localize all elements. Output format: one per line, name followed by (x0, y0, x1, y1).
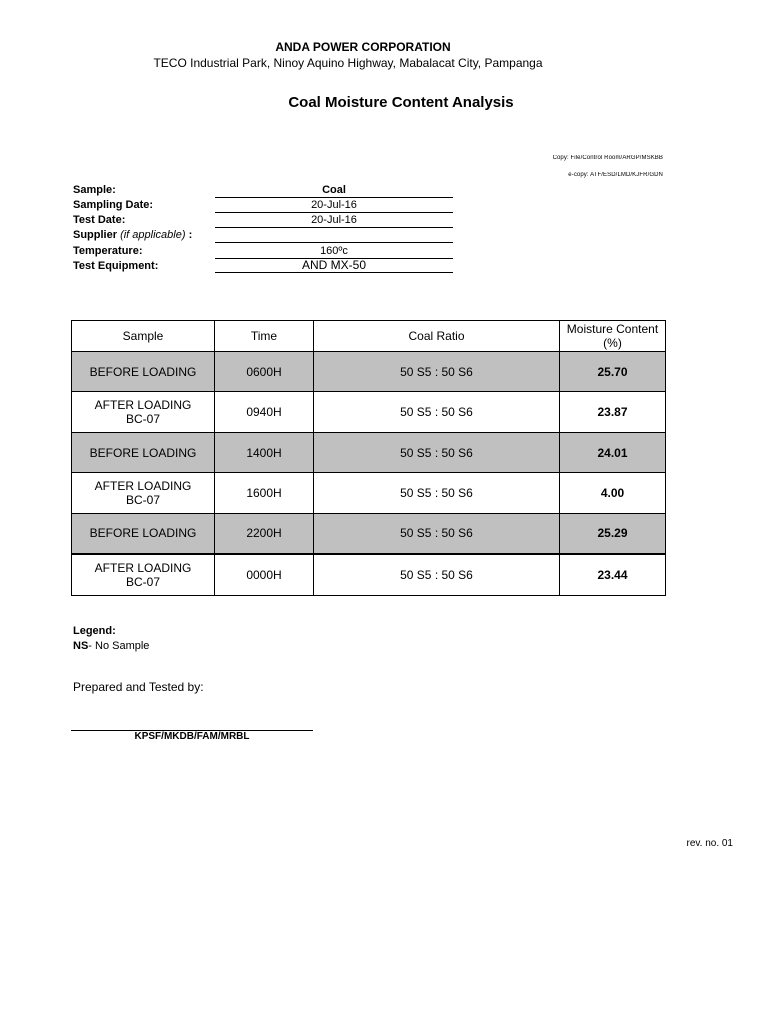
temperature-label: Temperature: (73, 245, 143, 257)
header-moisture (560, 321, 666, 352)
table-header-row (72, 321, 666, 352)
header-sample: Sample (72, 321, 215, 352)
cell-sample (72, 514, 215, 554)
sample-label: Sample: (73, 184, 116, 196)
sample-line1: BEFORE LOADING (89, 364, 197, 379)
sampling-date-label: Sampling Date: (73, 199, 154, 211)
cell-ratio: 50 S5 : 50 S6 (314, 514, 560, 554)
sample-line2: BC-07 (125, 574, 160, 589)
cell-time: 0940H (215, 392, 314, 433)
legend-item (73, 640, 149, 652)
cell-time: 1600H (215, 473, 314, 514)
test-date-value: 20-Jul-16 (215, 213, 453, 228)
sample-line1: AFTER LOADING (94, 398, 192, 412)
supplier-label-text: Supplier (73, 229, 118, 241)
legend-code: NS (73, 640, 89, 652)
equipment-label: Test Equipment: (73, 260, 159, 272)
table-row (72, 514, 666, 554)
signer-initials: KPSF/MKDB/FAM/MRBL (134, 731, 250, 742)
cell-moisture: 23.44 (560, 554, 666, 596)
cell-ratio: 50 S5 : 50 S6 (314, 554, 560, 596)
company-address: TECO Industrial Park, Ninoy Aquino Highway, Mabalacat City, Pampanga (153, 56, 543, 70)
cell-sample (72, 554, 215, 596)
cell-time: 0600H (215, 352, 314, 392)
cell-ratio: 50 S5 : 50 S6 (314, 352, 560, 392)
moisture-table (71, 320, 666, 596)
table-row (72, 473, 666, 514)
prepared-by-label: Prepared and Tested by: (73, 680, 204, 694)
sample-line2: BC-07 (125, 412, 160, 426)
header-moisture-line1: Moisture Content (566, 322, 659, 336)
cell-ratio: 50 S5 : 50 S6 (314, 473, 560, 514)
test-date-label: Test Date: (73, 214, 126, 226)
cell-time: 2200H (215, 514, 314, 554)
cell-moisture: 25.29 (560, 514, 666, 554)
company-name: ANDA POWER CORPORATION (275, 40, 451, 54)
legend-text: - No Sample (88, 640, 150, 652)
supplier-label (73, 229, 192, 241)
table-row (72, 392, 666, 433)
equipment-value: AND MX-50 (215, 258, 453, 273)
ecopy-distribution: e-copy: ATF/ESD/LMD/KJFR/GDN (568, 172, 663, 178)
cell-moisture: 23.87 (560, 392, 666, 433)
supplier-value (215, 228, 453, 243)
supplier-colon: : (188, 229, 193, 241)
copy-distribution: Copy: File/Control Room/ARGP/MSKBB (552, 155, 663, 161)
cell-sample (72, 473, 215, 514)
sample-line1: AFTER LOADING (94, 479, 192, 493)
revision-number: rev. no. 01 (686, 838, 733, 849)
cell-moisture: 24.01 (560, 433, 666, 473)
legend-title: Legend: (73, 625, 116, 637)
document-title: Coal Moisture Content Analysis (288, 94, 514, 111)
cell-moisture: 25.70 (560, 352, 666, 392)
header-moisture-line2: (%) (603, 336, 622, 350)
table-row (72, 554, 666, 596)
table-row (72, 352, 666, 392)
cell-time: 0000H (215, 554, 314, 596)
table-row (72, 433, 666, 473)
sample-line1: BEFORE LOADING (89, 526, 197, 541)
sample-line1: BEFORE LOADING (89, 445, 197, 460)
cell-sample (72, 433, 215, 473)
sampling-date-value: 20-Jul-16 (215, 198, 453, 213)
sample-value: Coal (215, 183, 453, 198)
header-time: Time (215, 321, 314, 352)
cell-ratio: 50 S5 : 50 S6 (314, 433, 560, 473)
cell-time: 1400H (215, 433, 314, 473)
cell-sample (72, 352, 215, 392)
cell-ratio: 50 S5 : 50 S6 (314, 392, 560, 433)
cell-sample (72, 392, 215, 433)
sample-line2: BC-07 (125, 493, 160, 507)
header-coal-ratio: Coal Ratio (314, 321, 560, 352)
temperature-value: 160ºc (215, 244, 453, 259)
sample-line1: AFTER LOADING (94, 560, 192, 575)
supplier-note: (if applicable) (120, 229, 186, 241)
cell-moisture: 4.00 (560, 473, 666, 514)
